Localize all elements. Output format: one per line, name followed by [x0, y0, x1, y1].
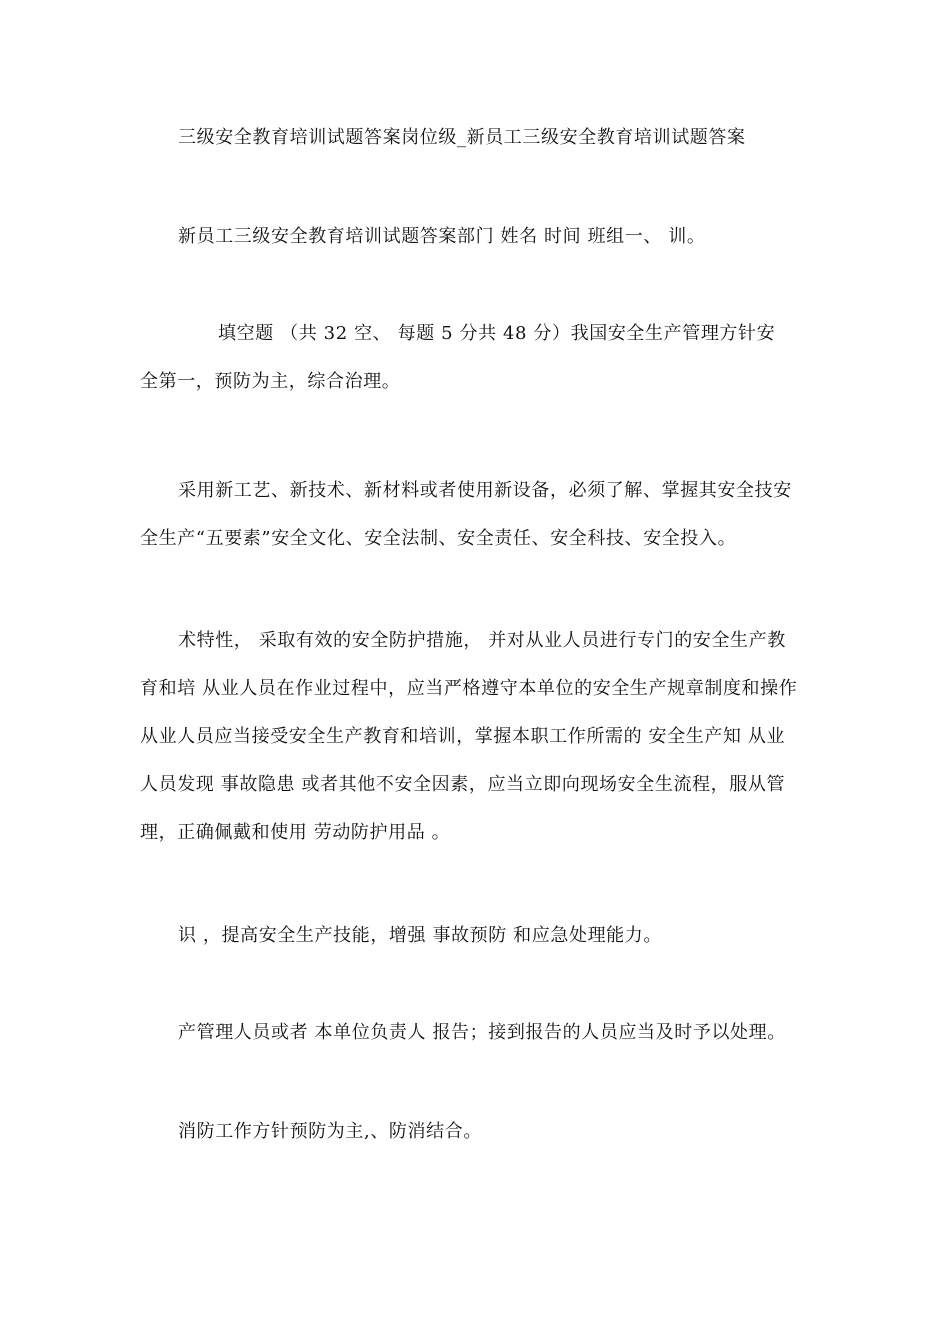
paragraph-line: 填空题 （共 32 空、 每题 5 分共 48 分）我国安全生产管理方针安: [218, 323, 776, 344]
question-6-paragraph: [140, 1108, 815, 1156]
question-4-paragraph: [140, 912, 815, 960]
paragraph-line: 全生产“五要素”安全文化、安全法制、安全责任、安全科技、安全投入。: [140, 528, 737, 549]
paragraph-line: 产管理人员或者 本单位负责人 报告；接到报告的人员应当及时予以处理。: [178, 1022, 786, 1043]
question-1-paragraph: [140, 310, 815, 406]
intro-line: 新员工三级安全教育培训试题答案部门 姓名 时间 班组一、 训。: [178, 226, 706, 247]
question-3-paragraph: [140, 617, 815, 857]
paragraph-line: 人员发现 事故隐患 或者其他不安全因素，应当立即向现场安全生流程，服从管: [140, 774, 786, 795]
paragraph-line: 育和培 从业人员在作业过程中，应当严格遵守本单位的安全生产规章制度和操作: [140, 678, 798, 699]
paragraph-line: 全第一，预防为主，综合治理。: [140, 371, 401, 392]
paragraph-line: 理，正确佩戴和使用 劳动防护用品 。: [140, 822, 451, 843]
paragraph-line: 术特性， 采取有效的安全防护措施， 并对从业人员进行专门的安全生产教: [178, 630, 786, 651]
paragraph-line: 识 ，提高安全生产技能，增强 事故预防 和应急处理能力。: [178, 925, 662, 946]
question-2-paragraph: [140, 467, 815, 563]
question-5-paragraph: [140, 1009, 815, 1057]
paragraph-line: 从业人员应当接受安全生产教育和培训，掌握本职工作所需的 安全生产知 从业: [140, 726, 786, 747]
document-title: [140, 114, 815, 162]
paragraph-line: 消防工作方针预防为主,、防消结合。: [178, 1121, 482, 1142]
paragraph-line: 采用新工艺、新技术、新材料或者使用新设备，必须了解、掌握其安全技安: [178, 480, 792, 501]
title-line: 三级安全教育培训试题答案岗位级_新员工三级安全教育培训试题答案: [178, 127, 746, 148]
intro-paragraph: [140, 213, 815, 261]
